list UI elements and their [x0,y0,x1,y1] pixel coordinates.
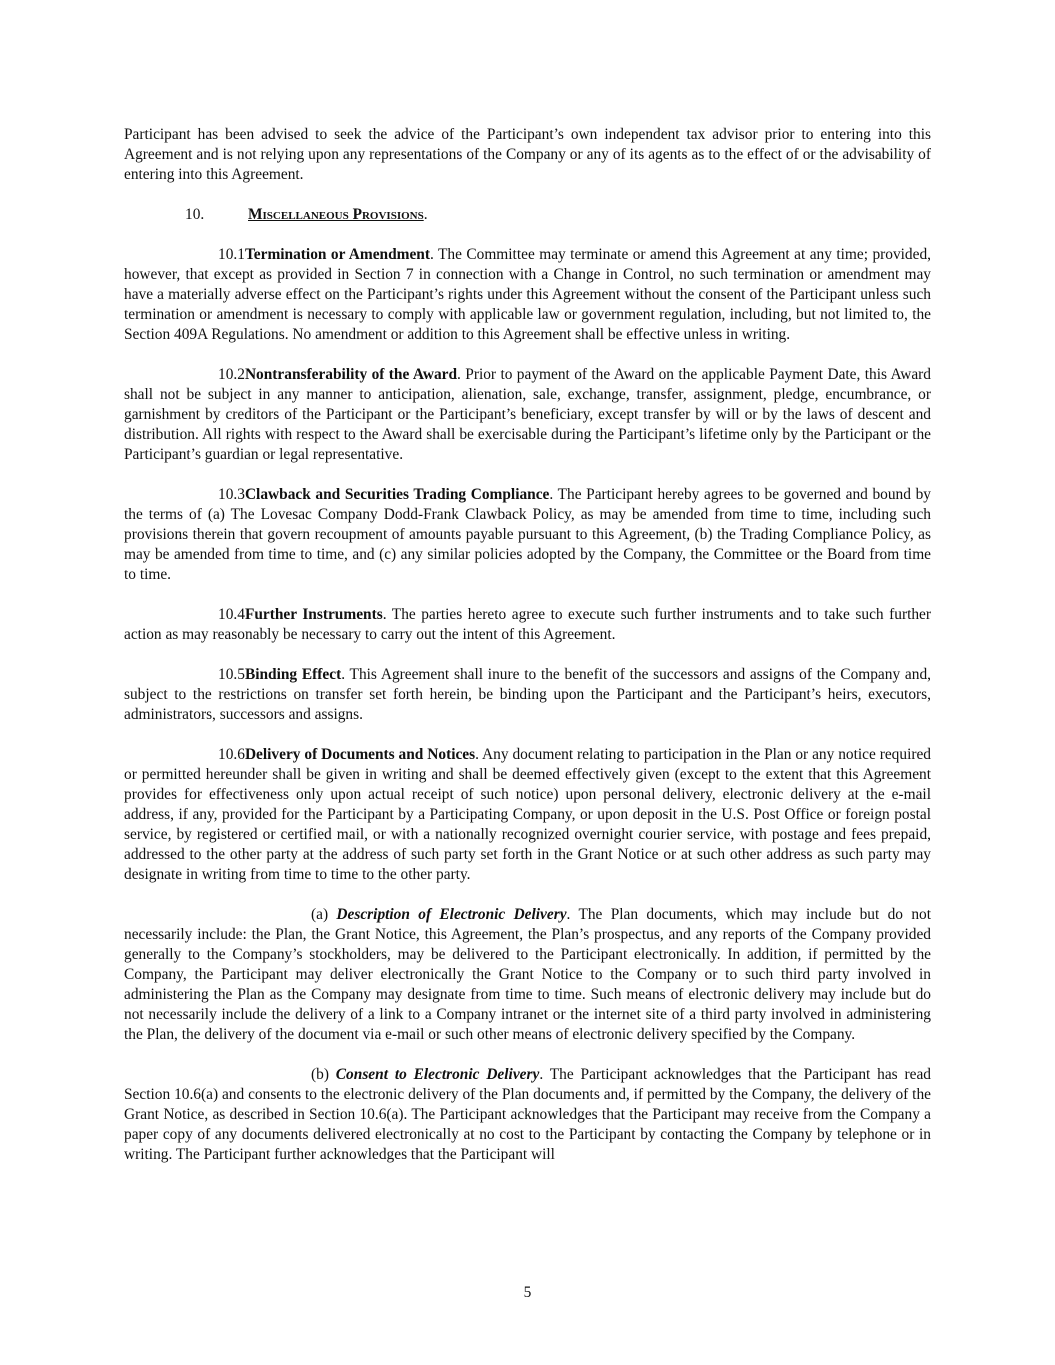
clause-label: (a) [311,906,337,923]
clause-body: . The Plan documents, which may include but do not necessarily include: the Plan, the Grant Notice, this Agreement, the Plan’s prospectus, and any reports of the Company provided generally to the Company’s stockholders, may be delivered to the Participant electronically. In addition, if permitted by the Company, the Participant may deliver electronically the Grant Notice to the Company or to such third party involved in administering the Plan as the Company may designate from time to time. Such means of electronic delivery may include but do not necessarily include the delivery of a link to a Company intranet or the internet site of a third party involved in administering the Plan, the delivery of the document via e-mail or such other means of electronic delivery specified by the Company. [124,906,931,1043]
section-title: Miscellaneous Provisions [248,206,424,223]
subsection-10-4 [124,605,931,645]
section-title-suffix: . [423,206,428,223]
subsection-number: 10.6 [218,746,245,763]
intro-paragraph: Participant has been advised to seek the advice of the Participant’s own independent tax advisor prior to entering into this Agreement and is not relying upon any representations of the Company or any of its agents as to the effect of or the advisability of entering into this Agreement. [124,126,931,183]
subsection-number: 10.1 [218,246,245,263]
clause-b [124,1065,931,1165]
subsection-number: 10.4 [218,606,245,623]
subsection-10-6 [124,745,931,885]
subsection-number: 10.5 [218,666,245,683]
subsection-title: Further Instruments [244,606,383,623]
subsection-body: . Prior to payment of the Award on the applicable Payment Date, this Award shall not be subject in any manner to anticipation, alienation, sale, exchange, transfer, assignment, pledge, encumbrance, or garnishment by creditors of the Participant or the Participant’s beneficiary, except transfer by will or by the laws of descent and distribution. All rights with respect to the Award shall be exercisable during the Participant’s lifetime only by the Participant or the Participant’s guardian or legal representative. [124,366,931,463]
subsection-10-5 [124,665,931,725]
page-number: 5 [523,1284,532,1301]
subsection-body: . Any document relating to participation in the Plan or any notice required or permitted hereunder shall be given in writing and shall be deemed effectively given (except to the extent that this Agreement provides for effectiveness only upon actual receipt of such notice) upon personal delivery, electronic delivery at the e-mail address, if any, provided for the Participant by a Participating Company, or upon deposit in the U.S. Post Office or foreign postal service, by registered or certified mail, or with a nationally recognized overnight courier service, with postage and fees prepaid, addressed to the other party at the address of such party set forth in the Grant Notice or at such other address as such party may designate in writing from time to time to the other party. [124,746,932,883]
subsection-body: . This Agreement shall inure to the benefit of the successors and assigns of the Company and, subject to the restrictions on transfer set forth herein, be binding upon the Participant and the Participant’s heirs, executors, administrators, successors and assigns. [124,666,931,723]
document-page [124,125,931,1185]
subsection-10-1 [124,245,931,345]
subsection-body: . The Participant hereby agrees to be governed and bound by the terms of (a) The Lovesac Company Dodd-Frank Clawback Policy, as may be amended from time to time, including such provisions therein that govern recoupment of amounts payable pursuant to this Agreement, (b) the Trading Compliance Policy, as may be amended from time to time, and (c) any similar policies adopted by the Company, the Committee or the Board from time to time. [124,486,931,583]
subsection-title: Clawback and Securities Trading Compliance [244,486,550,503]
subsection-body: . The Committee may terminate or amend this Agreement at any time; provided, however, that except as provided in Section 7 in connection with a Change in Control, no such termination or amendment may have a materially adverse effect on the Participant’s rights under this Agreement without the consent of the Participant unless such termination or amendment is necessary to comply with applicable law or government regulation, including, but not limited to, the Section 409A Regulations. No amendment or addition to this Agreement shall be effective unless in writing. [124,246,931,343]
subsection-body: . The parties hereto agree to execute such further instruments and to take such further action as may reasonably be necessary to carry out the intent of this Agreement. [124,606,932,643]
subsection-title: Delivery of Documents and Notices [244,746,476,763]
subsection-title: Nontransferability of the Award [244,366,458,383]
subsection-title: Termination or Amendment [244,246,430,263]
subsection-title: Binding Effect [244,666,342,683]
section-number: 10. [185,206,205,223]
clause-label: (b) [311,1066,336,1083]
section-heading [124,205,931,225]
subsection-10-3 [124,485,931,585]
subsection-number: 10.2 [218,366,245,383]
clause-title: Description of Electronic Delivery [336,906,567,923]
clause-a [124,905,931,1045]
clause-title: Consent to Electronic Delivery [335,1066,540,1083]
subsection-number: 10.3 [218,486,245,503]
subsection-10-2 [124,365,931,465]
clause-body: . The Participant acknowledges that the Participant has read Section 10.6(a) and consents to the electronic delivery of the Plan documents and, if permitted by the Company, the delivery of the Grant Notice, as described in Section 10.6(a). The Participant acknowledges that the Participant may receive from the Company a paper copy of any documents delivered electronically at no cost to the Participant by contacting the Company by telephone or in writing. The Participant further acknowledges that the Participant will [124,1066,931,1163]
